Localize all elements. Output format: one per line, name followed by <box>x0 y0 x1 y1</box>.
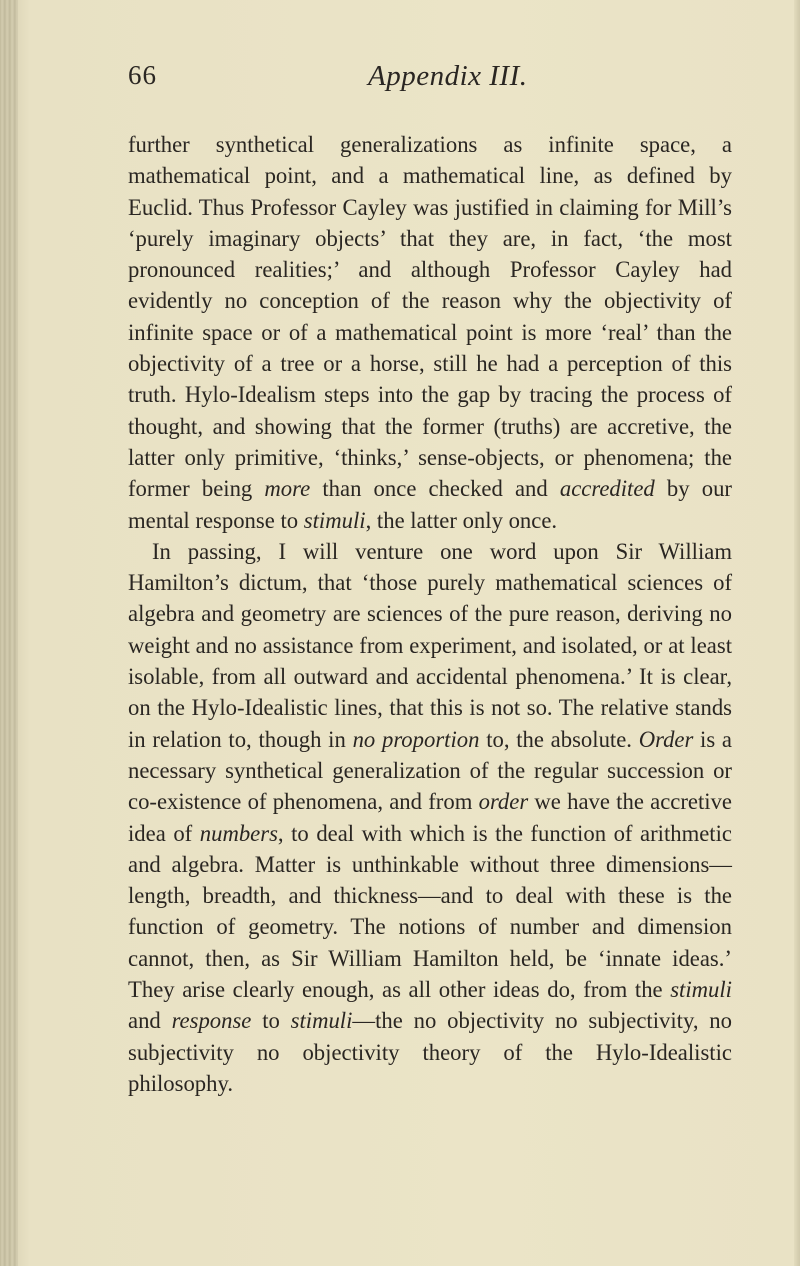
italic-run: no proportion <box>352 726 480 752</box>
text-run: —the no objectivity no subjectivity, no subjectivity no objectivity theory of the Hylo-Idealistic philosophy. <box>128 1008 732 1096</box>
running-title: Appendix III. <box>368 60 528 92</box>
italic-run: more <box>264 476 311 502</box>
text-run: further synthetical generalizations as infinite space, a mathematical point, and a mathematical line, as defined by Euclid. Thus Professor Cayley was justified in claiming for Mill’s ‘purely imaginary objects’ that they are, in fact, ‘the most pronounced realities;’ and although Professor Cayley had evidently no conception of the reason why the objectivity of infinite space or of a mathematical point is more ‘real’ than the objectivity of a tree or a horse, still he had a perception of this truth. Hylo-Idealism steps into the gap by tracing the process of thought, and showing that the former (truths) are accretive, the latter only primitive, ‘thinks,’ sense-objects, or phenomena; the former being <box>128 132 732 502</box>
text-run: we have the accretive idea of <box>128 789 732 846</box>
italic-run: Order <box>638 726 694 752</box>
italic-run: stimuli <box>290 1008 353 1034</box>
text-run: and <box>128 1008 172 1034</box>
page-header <box>128 60 732 100</box>
italic-run: stimuli <box>670 977 732 1003</box>
page-number: 66 <box>128 60 157 90</box>
text-run: by our mental response to <box>128 476 732 533</box>
text-run: than once checked and <box>310 476 560 502</box>
paragraph <box>128 129 732 536</box>
text-run: , the latter only once. <box>365 507 558 533</box>
italic-run: accredited <box>559 476 655 502</box>
italic-run: stimuli <box>303 507 366 533</box>
text-run: to <box>251 1008 291 1034</box>
text-run: , to deal with which is the function of arithmetic and algebra. Matter is unthinkable without three dimensions—length, breadth, and thickness—and to deal with these is the function of geometry. The notions of number and dimension cannot, then, as Sir William Hamilton held, be ‘innate ideas.’ They arise clearly enough, as all other ideas do, from the <box>128 820 732 1003</box>
text-run: In passing, I will venture one word upon Sir William Hamilton’s dictum, that ‘those purely mathematical sciences of algebra and geometry are sciences of the pure reason, deriving no weight and no assistance from experiment, and isolated, or at least isolable, from all outward and accidental phenomena.’ It is clear, on the Hylo-Idealistic lines, that this is not so. The relative stands in relation to, though in <box>128 538 732 752</box>
text-run: to, the absolute. <box>479 726 639 752</box>
page-edge <box>794 0 800 1266</box>
body-text <box>128 129 732 1099</box>
paragraph <box>128 536 732 1099</box>
italic-run: order <box>478 789 529 815</box>
text-run: is a necessary synthetical generalization of the regular succession or co-existence of phenomena, and from <box>128 726 732 815</box>
italic-run: response <box>171 1008 252 1034</box>
binding-gutter <box>0 0 18 1266</box>
italic-run: numbers <box>199 820 278 846</box>
